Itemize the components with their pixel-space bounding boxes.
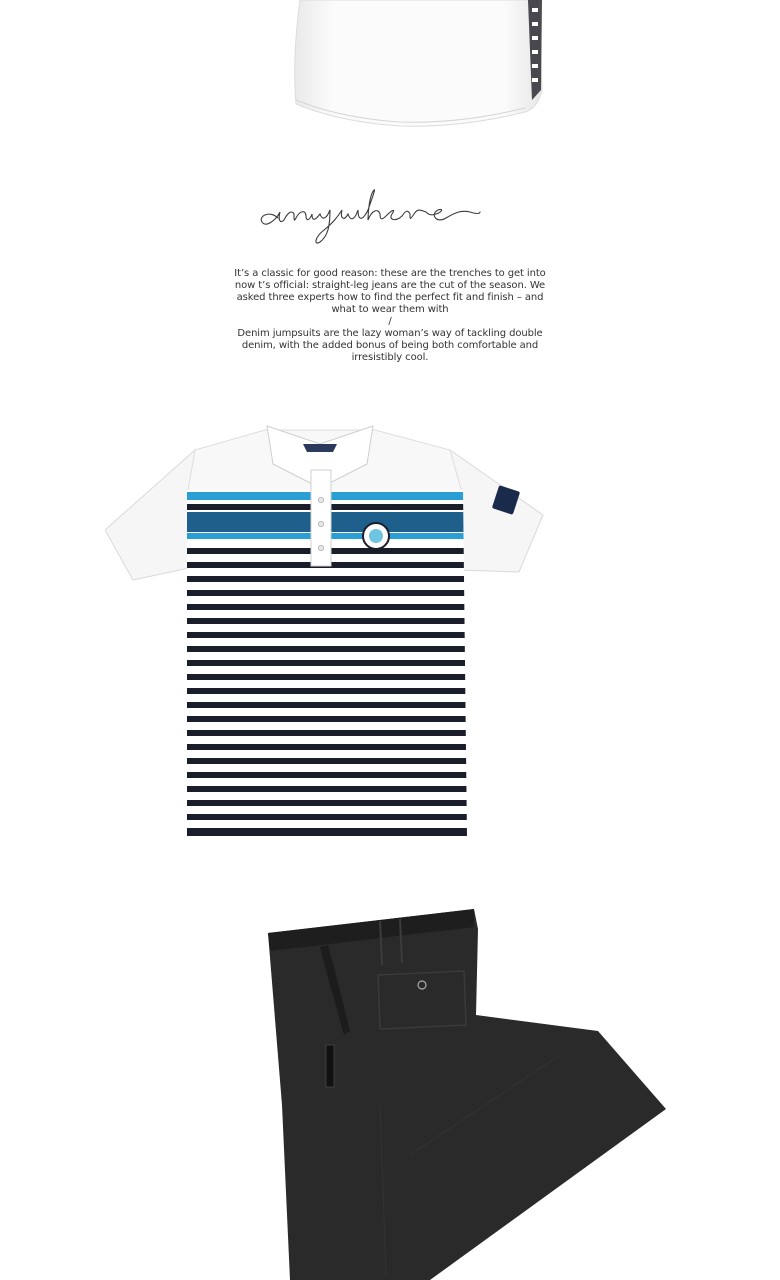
body-paragraph-1: It’s a classic for good reason: these are the trenches to get into now t’s official: straight-leg jeans are the cut of the season. We asked three experts how to find the perfect fit and finish – and what to wear them with	[234, 268, 546, 315]
body-copy	[230, 268, 550, 364]
script-heading-lettering	[250, 180, 530, 250]
striped-polo-image	[105, 420, 545, 840]
body-separator: /	[388, 316, 392, 327]
body-paragraph-2: Denim jumpsuits are the lazy woman’s way of tackling double denim, with the added bonus of being both comfortable and irresistibly cool.	[237, 328, 543, 363]
black-trousers-image	[260, 905, 670, 1280]
white-shirt-hem-image	[280, 0, 550, 135]
script-heading	[250, 180, 530, 250]
